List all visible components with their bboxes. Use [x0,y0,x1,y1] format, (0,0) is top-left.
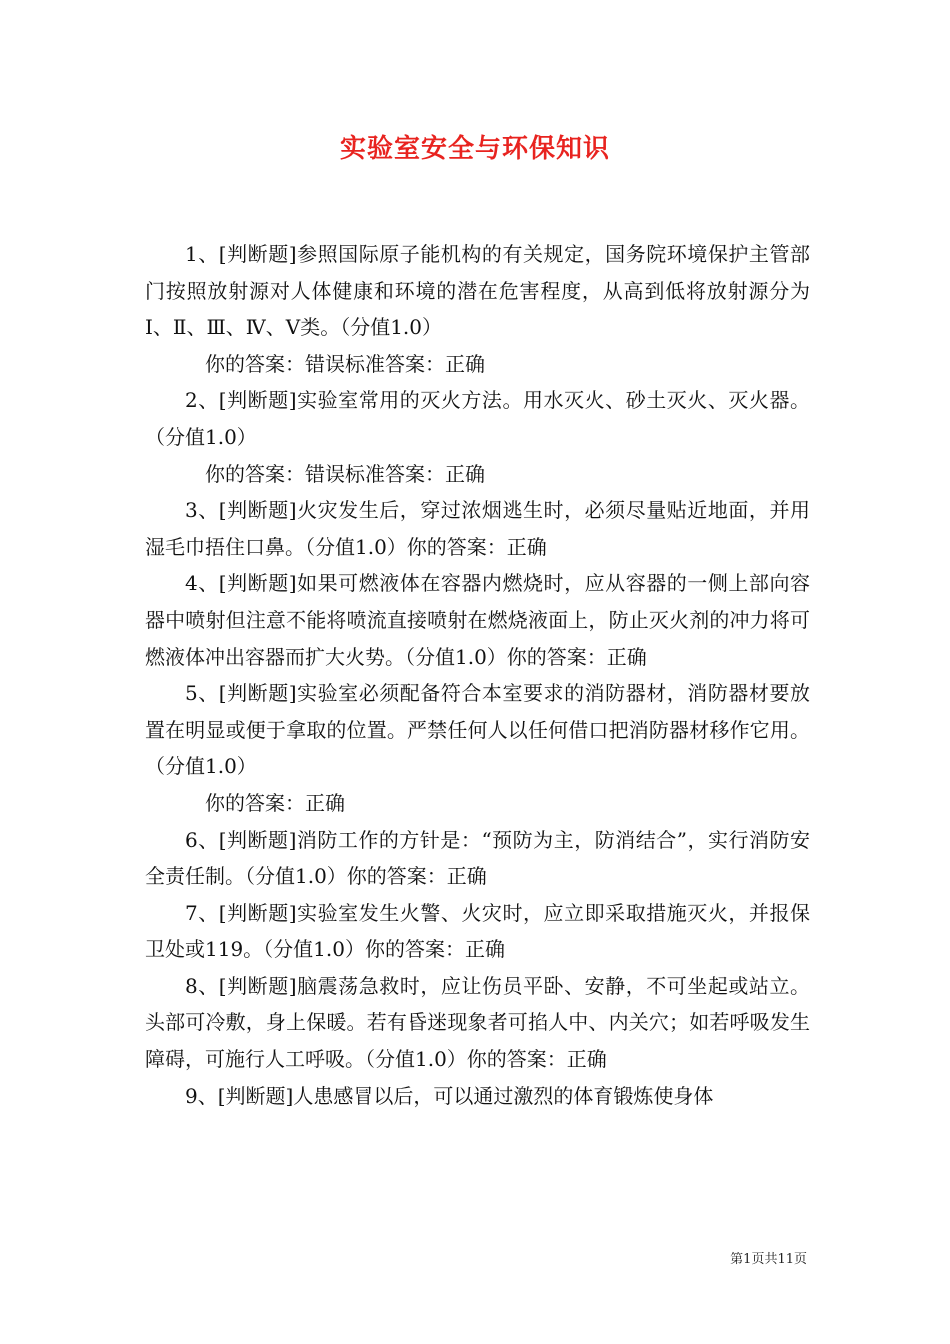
question-5: 5、[判断题]实验室必须配备符合本室要求的消防器材，消防器材要放置在明显或便于拿取的位置。严禁任何人以任何借口把消防器材移作它用。（分值1.0） [145,681,810,779]
question-9: 9、[判断题]人患感冒以后，可以通过激烈的体育锻炼使身体 [185,1083,714,1108]
answer-2: 你的答案：错误标准答案：正确 [205,461,485,486]
question-1: 1、[判断题]参照国际原子能机构的有关规定，国务院环境保护主管部门按照放射源对人体健康和环境的潜在危害程度，从高到低将放射源分为Ⅰ、Ⅱ、Ⅲ、Ⅳ、Ⅴ类。（分值1.0） [145,242,810,340]
question-2: 2、[判断题]实验室常用的灭火方法。用水灭火、砂土灭火、灭火器。（分值1.0） [145,388,810,449]
answer-5: 你的答案：正确 [205,790,345,815]
question-8: 8、[判断题]脑震荡急救时，应让伤员平卧、安静，不可坐起或站立。头部可冷敷，身上保暖。若有昏迷现象者可掐人中、内关穴；如若呼吸发生障碍，可施行人工呼吸。（分值1.0）你的答案：正确 [145,973,810,1072]
question-7: 7、[判断题]实验室发生火警、火灾时，应立即采取措施灭火，并报保卫处或119。（分值1.0）你的答案：正确 [145,900,810,962]
question-4: 4、[判断题]如果可燃液体在容器内燃烧时，应从容器的一侧上部向容器中喷射但注意不能将喷流直接喷射在燃烧液面上，防止灭火剂的冲力将可燃液体冲出容器而扩大火势。（分值1.0）你的答案：正确 [145,571,810,669]
question-6: 6、[判断题]消防工作的方针是：“预防为主，防消结合”，实行消防安全责任制。（分值1.0）你的答案：正确 [145,827,810,889]
question-3: 3、[判断题]火灾发生后，穿过浓烟逃生时，必须尽量贴近地面，并用湿毛巾捂住口鼻。（分值1.0）你的答案：正确 [145,498,810,559]
document-body [145,236,810,1114]
document-title: 实验室安全与环保知识 [339,134,610,164]
answer-1: 你的答案：错误标准答案：正确 [205,351,485,376]
page-number: 第1页共11页 [730,1252,807,1267]
